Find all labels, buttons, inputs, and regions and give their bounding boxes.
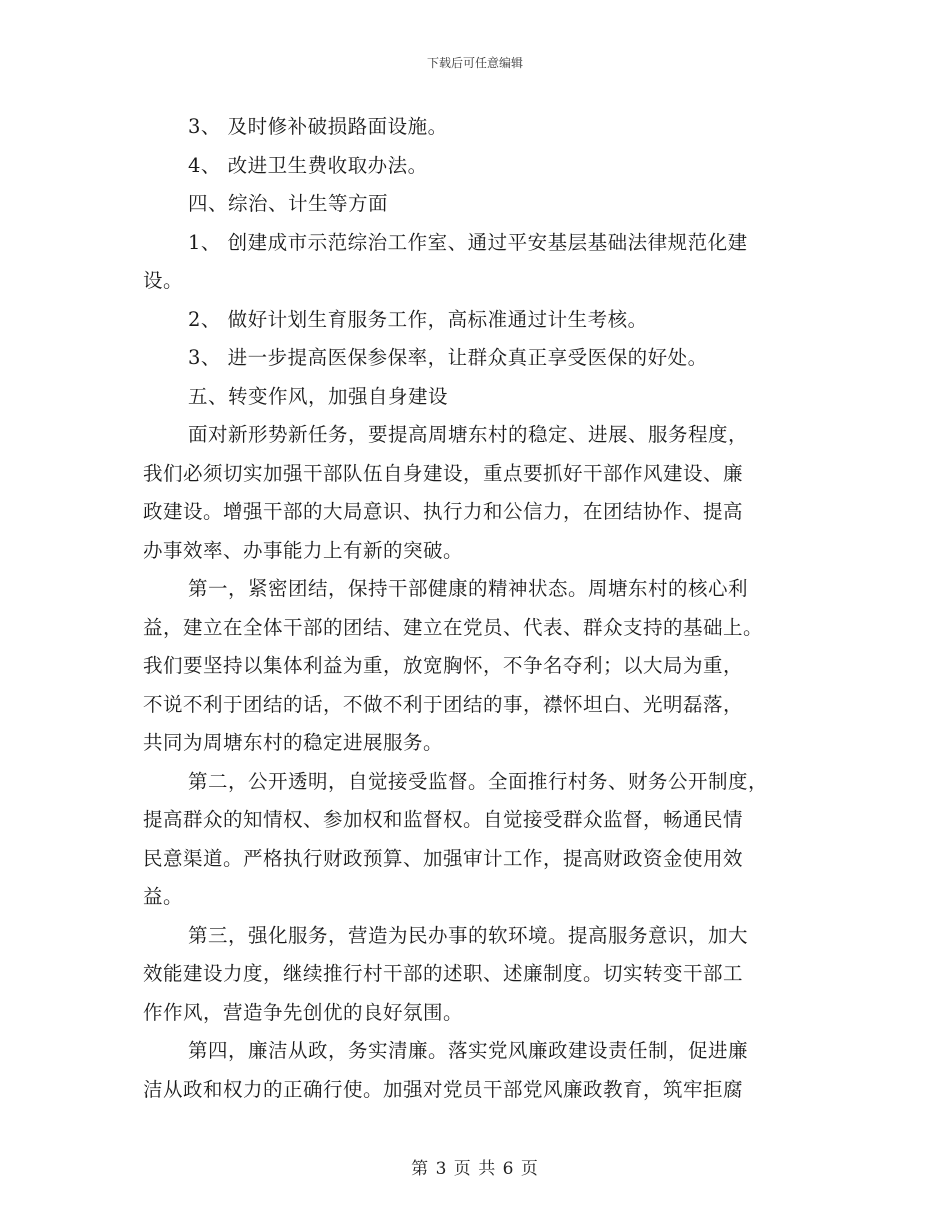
text-line: 民意渠道。严格执行财政预算、加强审计工作，提高财政资金使用效 bbox=[143, 846, 744, 870]
text-line: 作作风，营造争先创优的良好氛围。 bbox=[143, 1000, 464, 1024]
text-line: 1、 创建成市示范综治工作室、通过平安基层基础法律规范化建 bbox=[188, 230, 748, 254]
text-line: 办事效率、办事能力上有新的突破。 bbox=[143, 538, 464, 562]
text-line: 政建设。增强干部的大局意识、执行力和公信力，在团结协作、提高 bbox=[143, 500, 744, 523]
text-line: 设。 bbox=[143, 269, 184, 292]
document-body bbox=[143, 108, 807, 1109]
page-header-note: 下载后可任意编辑 bbox=[426, 56, 523, 70]
text-line: 第三，强化服务，营造为民办事的软环境。提高服务意识，加大 bbox=[188, 923, 749, 947]
text-line: 共同为周塘东村的稳定进展服务。 bbox=[143, 731, 444, 754]
text-line: 益。 bbox=[143, 885, 184, 908]
section-heading: 四、综治、计生等方面 bbox=[188, 192, 389, 215]
text-line: 提高群众的知情权、参加权和监督权。自觉接受群众监督，畅通民情 bbox=[143, 808, 744, 831]
text-line: 第四，廉洁从政，务实清廉。落实党风廉政建设责任制，促进廉 bbox=[188, 1039, 749, 1062]
text-line: 益，建立在全体干部的团结、建立在党员、代表、群众支持的基础上。 bbox=[143, 615, 764, 639]
text-line: 洁从政和权力的正确行使。加强对党员干部党风廉政教育，筑牢拒腐 bbox=[143, 1077, 744, 1101]
text-line: 我们必须切实加强干部队伍自身建设，重点要抓好干部作风建设、廉 bbox=[143, 461, 744, 485]
text-line: 3、 进一步提高医保参保率，让群众真正享受医保的好处。 bbox=[188, 346, 708, 369]
text-line: 不说不利于团结的话，不做不利于团结的事，襟怀坦白、光明磊落， bbox=[143, 692, 744, 716]
text-line: 4、 改进卫生费收取办法。 bbox=[188, 153, 428, 177]
text-line: 第一，紧密团结，保持干部健康的精神状态。周塘东村的核心利 bbox=[188, 577, 749, 600]
text-line: 3、 及时修补破损路面设施。 bbox=[188, 115, 448, 138]
text-line: 第二，公开透明，自觉接受监督。全面推行村务、财务公开制度， bbox=[188, 769, 769, 793]
text-line: 2、 做好计划生育服务工作，高标准通过计生考核。 bbox=[188, 307, 648, 331]
text-line: 面对新形势新任务，要提高周塘东村的稳定、进展、服务程度， bbox=[188, 423, 749, 446]
page-number-footer: 第 3 页 共 6 页 bbox=[411, 1159, 539, 1179]
text-line: 效能建设力度，继续推行村干部的述职、述廉制度。切实转变干部工 bbox=[143, 962, 744, 985]
text-line: 我们要坚持以集体利益为重，放宽胸怀，不争名夺利；以大局为重， bbox=[143, 654, 744, 677]
section-heading: 五、转变作风，加强自身建设 bbox=[188, 384, 449, 408]
